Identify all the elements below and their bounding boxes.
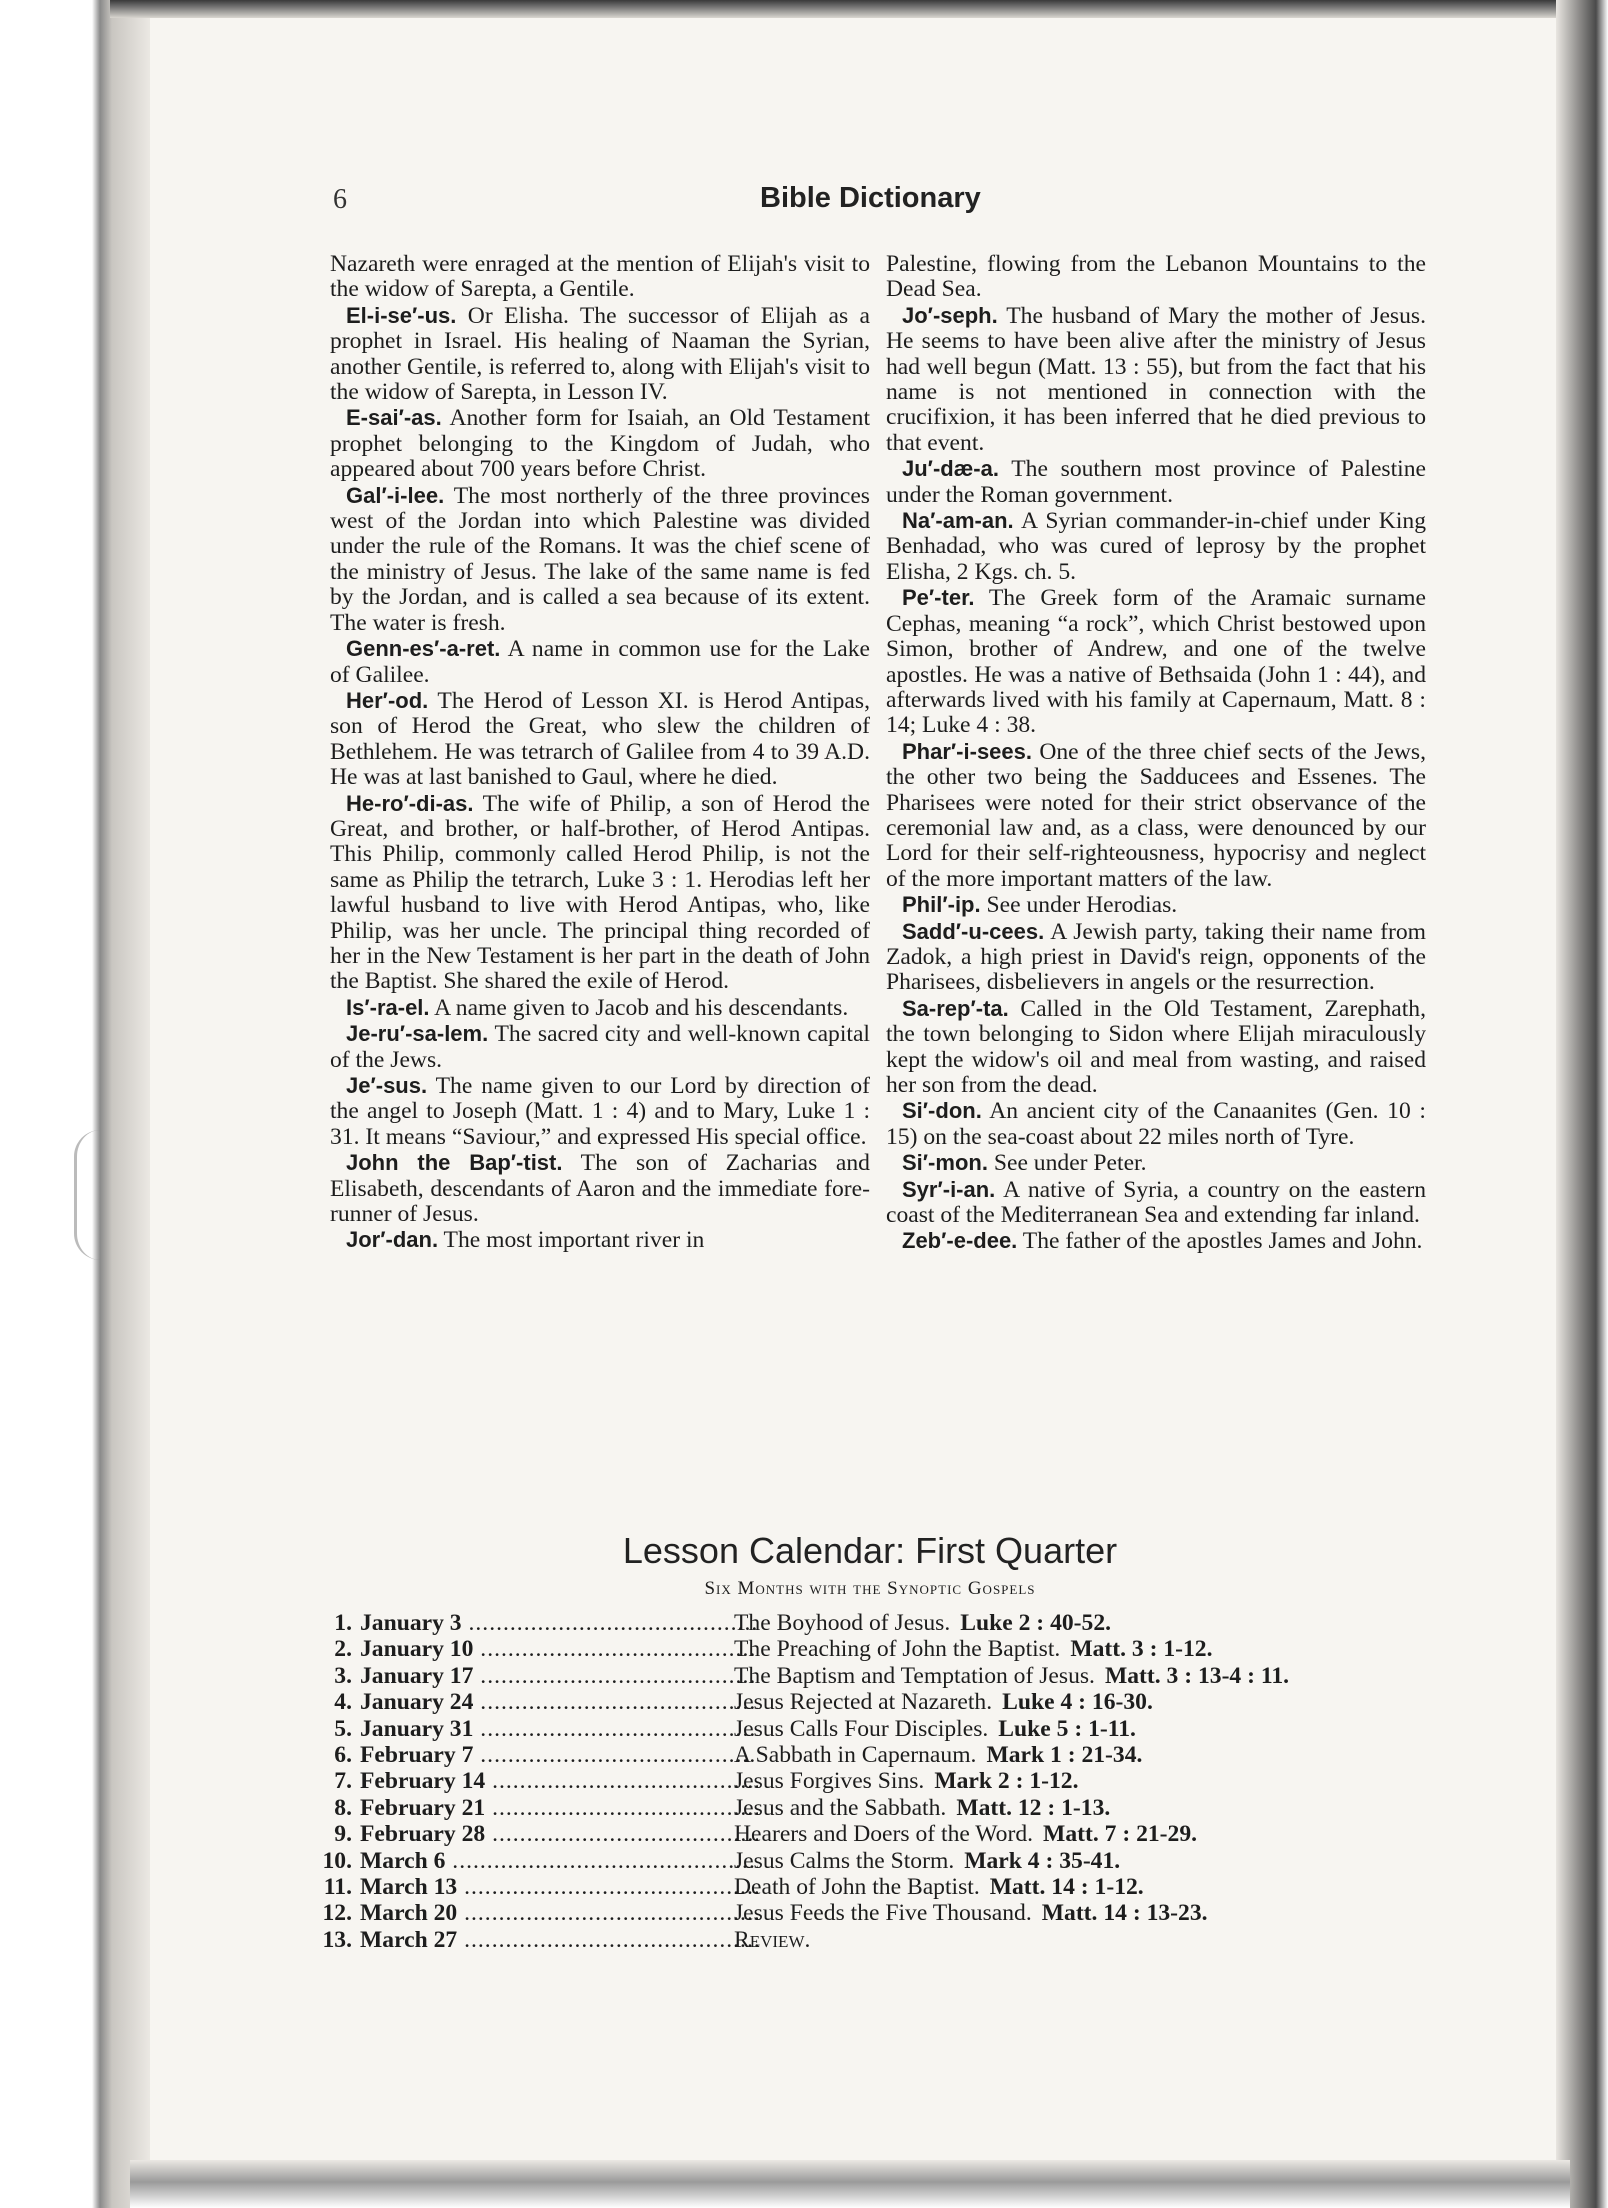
calendar-row xyxy=(312,1795,1452,1821)
entry-headword: Je-ru′-sa-lem. xyxy=(346,1021,489,1047)
lesson-topic xyxy=(734,1821,1197,1847)
entry-headword: Pe′-ter. xyxy=(902,585,975,611)
lesson-scripture-reference: Mark 4 : 35-41. xyxy=(964,1847,1121,1874)
lesson-topic xyxy=(734,1742,1142,1768)
entry-headword: Zeb′-e-dee. xyxy=(902,1228,1018,1254)
entry-definition: A Syrian commander-in-chief under King Benhadad, who was cured of leprosy by the prophet Elisha, 2 Kgs. ch. 5. xyxy=(886,508,1426,585)
entry-definition: The father of the apostles James and John. xyxy=(1022,1228,1423,1255)
running-head-title: Bible Dictionary xyxy=(760,182,981,214)
entry-headword: Gal′-i-lee. xyxy=(346,482,445,508)
lesson-date: January 24 ..... xyxy=(360,1689,758,1715)
lesson-scripture-reference: Luke 5 : 1-11. xyxy=(998,1715,1136,1742)
calendar-row xyxy=(312,1848,1452,1874)
lesson-date: January 10 ..... xyxy=(360,1636,758,1662)
lesson-topic xyxy=(734,1927,810,1953)
lesson-title: The Baptism and Temptation of Jesus. xyxy=(734,1662,1095,1689)
lesson-scripture-reference: Matt. 7 : 21-29. xyxy=(1043,1821,1198,1848)
dictionary-entry xyxy=(886,892,1426,918)
dictionary-entry xyxy=(886,1150,1426,1176)
entry-headword: Jo′-seph. xyxy=(902,302,998,328)
lesson-number: 1. xyxy=(334,1610,352,1636)
lesson-date: January 3 ..... xyxy=(360,1610,758,1636)
dictionary-entry xyxy=(886,585,1426,738)
lesson-title: Review. xyxy=(734,1926,811,1953)
entry-definition: Another form for Isaiah, an Old Testament prophet belonging to the Kingdom of Judah, who appeared about 700 years before Christ. xyxy=(330,405,870,483)
lesson-number: 10. xyxy=(322,1847,352,1874)
calendar-row xyxy=(312,1900,1452,1926)
dictionary-entry xyxy=(330,405,870,482)
calendar-row xyxy=(312,1689,1452,1715)
dictionary-entry xyxy=(886,456,1426,508)
lesson-number: 3. xyxy=(334,1662,352,1689)
lesson-title: Jesus and the Sabbath. xyxy=(734,1794,947,1821)
entry-headword: John the Bap′-tist. xyxy=(346,1150,563,1176)
entry-definition: The husband of Mary the mother of Jesus. He seems to have been alive after the ministry of Jesus had well begun (Matt. 13 : 55), but from the fact that his name is not mentioned in connection with the crucifixion, it has been inferred that he died previous to that event. xyxy=(886,302,1426,456)
dictionary-entry xyxy=(330,1021,870,1073)
dictionary-entry xyxy=(886,508,1426,585)
entry-headword: Her′-od. xyxy=(346,687,429,713)
lesson-date: February 28 ..... xyxy=(360,1821,758,1847)
dictionary-entry xyxy=(330,1150,870,1227)
dictionary-entry xyxy=(330,303,870,406)
lesson-title: Jesus Forgives Sins. xyxy=(734,1768,925,1795)
dictionary-entry xyxy=(886,303,1426,456)
entry-definition: A native of Syria, a country on the eastern coast of the Mediterranean Sea and extending far inland. xyxy=(886,1176,1426,1229)
dictionary-entry xyxy=(886,996,1426,1099)
entry-headword: Syr′-i-an. xyxy=(902,1176,996,1202)
lesson-title: The Preaching of John the Baptist. xyxy=(734,1636,1061,1663)
entry-headword: Sadd′-u-cees. xyxy=(902,918,1045,944)
entry-headword: El-i-se′-us. xyxy=(346,302,457,328)
dictionary-entry xyxy=(330,483,870,636)
entry-definition: A Jewish party, taking their name from Zadok, a high priest in David's reign, opponents of the Pharisees, disbelievers in angels or the resurrection. xyxy=(886,918,1426,996)
lesson-number: 7. xyxy=(334,1768,352,1795)
calendar-subtitle: Six Months with the Synoptic Gospels xyxy=(704,1578,1036,1599)
lesson-topic xyxy=(734,1874,1144,1900)
lesson-topic xyxy=(734,1636,1213,1662)
lesson-topic xyxy=(734,1610,1111,1636)
entry-definition: The most northerly of the three provinces west of the Jordan into which Palestine was divided under the rule of the Romans. It was the chief scene of the ministry of Jesus. The lake of the same name is fed by the Jordan, and is called a sea because of its extent. The water is fresh. xyxy=(330,482,870,636)
lesson-number: 5. xyxy=(334,1715,352,1742)
dictionary-entry xyxy=(330,688,870,791)
lesson-number: 11. xyxy=(323,1873,352,1900)
entry-definition: See under Herodias. xyxy=(986,892,1178,919)
lesson-title: Jesus Calms the Storm. xyxy=(734,1847,955,1874)
calendar-row xyxy=(312,1768,1452,1794)
entry-headword: He-ro′-di-as. xyxy=(346,790,474,816)
lesson-topic xyxy=(734,1768,1078,1794)
lesson-scripture-reference: Matt. 12 : 1-13. xyxy=(956,1794,1111,1821)
entry-definition: The wife of Philip, a son of Herod the Great, and brother, or half-brother, of Herod Antipas. This Philip, commonly called Herod Philip, is not the same as Philip the tetrarch, Luke 3 : 1. Herodias left her lawful husband to live with Herod Antipas, who, like Philip, was her uncle. The principal thing recorded of her in the New Testament is her part in the death of John the Baptist. She shared the exile of Herod. xyxy=(330,790,870,995)
lesson-title: Hearers and Doers of the Word. xyxy=(734,1821,1034,1848)
lesson-scripture-reference: Luke 4 : 16-30. xyxy=(1002,1689,1153,1716)
entry-definition: The Herod of Lesson XI. is Herod Antipas, son of Herod the Great, who slew the children of Bethlehem. He was tetrarch of Galilee from 4 to 39 A.D. He was at last banished to Gaul, where he died. xyxy=(330,687,870,791)
lesson-title: Death of John the Baptist. xyxy=(734,1873,980,1900)
lesson-scripture-reference: Luke 2 : 40-52. xyxy=(960,1610,1112,1636)
lesson-scripture-reference: Matt. 3 : 13-4 : 11. xyxy=(1104,1662,1290,1689)
dictionary-entry xyxy=(886,252,1426,303)
entry-definition: The Greek form of the Aramaic surname Cephas, meaning “a rock”, which Christ bestowed upon Simon, brother of Andrew, and one of the twelve apostles. He was a native of Bethsaida (John 1 : 44), and afterwards lived with his family at Capernaum, Matt. 8 : 14; Luke 4 : 38. xyxy=(886,585,1426,739)
entry-headword: Genn-es′-a-ret. xyxy=(346,636,501,662)
lesson-date: January 17 ..... xyxy=(360,1663,758,1689)
entry-definition: Nazareth were enraged at the mention of Elijah's visit to the widow of Sarepta, a Gentile. xyxy=(330,251,870,303)
lesson-topic xyxy=(734,1848,1120,1874)
dictionary-column-left xyxy=(330,252,870,1254)
lesson-number: 6. xyxy=(334,1741,352,1768)
lesson-date: March 27 ..... xyxy=(360,1927,758,1953)
lesson-topic xyxy=(734,1689,1153,1715)
entry-definition: The name given to our Lord by direction of the angel to Joseph (Matt. 1 : 4) and to Mary, Luke 1 : 31. It means “Saviour,” and expressed His special office. xyxy=(330,1073,870,1150)
entry-headword: E-sai′-as. xyxy=(346,405,442,431)
entry-definition: Palestine, flowing from the Lebanon Mountains to the Dead Sea. xyxy=(886,251,1426,303)
entry-definition: A name in common use for the Lake of Galilee. xyxy=(330,636,870,688)
dictionary-entry xyxy=(886,1098,1426,1150)
dictionary-entry xyxy=(886,1228,1426,1254)
lesson-date: February 21 ..... xyxy=(360,1795,758,1821)
entry-headword: Si′-don. xyxy=(902,1098,982,1124)
calendar-row xyxy=(312,1742,1452,1768)
top-page-edge xyxy=(110,0,1608,18)
calendar-row xyxy=(312,1716,1452,1742)
binding-shadow xyxy=(0,0,150,2208)
lesson-date: February 14 ..... xyxy=(360,1768,758,1794)
lesson-date: March 20 ..... xyxy=(360,1900,758,1926)
entry-headword: Is′-ra-el. xyxy=(346,994,430,1020)
entry-definition: A name given to Jacob and his descendants. xyxy=(434,994,849,1021)
lesson-scripture-reference: Matt. 14 : 1-12. xyxy=(989,1873,1144,1900)
lesson-title: Jesus Rejected at Nazareth. xyxy=(734,1689,993,1716)
entry-headword: Na′-am-an. xyxy=(902,508,1014,534)
calendar-row xyxy=(312,1636,1452,1662)
lesson-scripture-reference: Mark 1 : 21-34. xyxy=(986,1741,1143,1768)
calendar-row xyxy=(312,1821,1452,1847)
lesson-title: The Boyhood of Jesus. xyxy=(734,1610,951,1636)
calendar-row xyxy=(312,1874,1452,1900)
lesson-title: Jesus Calls Four Disciples. xyxy=(734,1715,989,1742)
entry-definition: An ancient city of the Canaanites (Gen. 10 : 15) on the sea-coast about 22 miles north of Tyre. xyxy=(886,1098,1426,1150)
lesson-scripture-reference: Mark 2 : 1-12. xyxy=(934,1768,1079,1795)
dictionary-column-right xyxy=(886,252,1426,1255)
entry-headword: Je′-sus. xyxy=(346,1073,428,1098)
lesson-topic xyxy=(734,1795,1110,1821)
lesson-number: 2. xyxy=(334,1636,352,1663)
dictionary-entry xyxy=(330,791,870,995)
entry-headword: Si′-mon. xyxy=(902,1150,988,1176)
right-page-edge xyxy=(1556,0,1608,2208)
page-number: 6 xyxy=(333,184,347,215)
lesson-number: 4. xyxy=(334,1689,352,1716)
entry-definition: The most important river in xyxy=(443,1227,705,1254)
lesson-title: Jesus Feeds the Five Thousand. xyxy=(734,1900,1032,1927)
entry-definition: See under Peter. xyxy=(993,1150,1147,1177)
calendar-row xyxy=(312,1610,1452,1636)
entry-definition: The sacred city and well-known capital of the Jews. xyxy=(330,1021,870,1073)
entry-definition: The southern most province of Palestine under the Roman government. xyxy=(886,456,1426,508)
entry-headword: Jor′-dan. xyxy=(346,1227,439,1253)
entry-headword: Ju′-dæ-a. xyxy=(902,456,999,482)
lesson-topic xyxy=(734,1900,1208,1926)
entry-headword: Phar′-i-sees. xyxy=(902,738,1033,764)
calendar-row xyxy=(312,1927,1452,1953)
dictionary-entry xyxy=(330,252,870,303)
dictionary-entry xyxy=(330,995,870,1021)
lesson-date: March 6 ..... xyxy=(360,1848,758,1874)
lesson-date: January 31 ..... xyxy=(360,1716,758,1742)
entry-headword: Phil′-ip. xyxy=(902,892,981,918)
lesson-number: 12. xyxy=(322,1900,352,1927)
margin-pencil-mark xyxy=(74,1130,127,1260)
calendar-row xyxy=(312,1663,1452,1689)
lesson-topic xyxy=(734,1663,1289,1689)
dictionary-entry xyxy=(330,636,870,688)
dictionary-entry xyxy=(330,1227,870,1253)
bottom-page-edge xyxy=(130,2160,1570,2208)
lesson-title: A Sabbath in Capernaum. xyxy=(734,1741,977,1768)
lesson-number: 9. xyxy=(334,1821,352,1848)
lesson-topic xyxy=(734,1716,1136,1742)
dictionary-entry xyxy=(886,739,1426,892)
dictionary-entry xyxy=(886,919,1426,996)
entry-definition: Called in the Old Testament, Zarephath, the town belonging to Sidon where Elijah miraculously kept the widow's oil and meal from wasting, and raised her son from the dead. xyxy=(886,995,1426,1098)
calendar-title: Lesson Calendar: First Quarter xyxy=(622,1530,1118,1571)
lesson-date: February 7 ..... xyxy=(360,1742,758,1768)
lesson-number: 13. xyxy=(322,1926,352,1953)
lesson-scripture-reference: Matt. 3 : 1-12. xyxy=(1070,1636,1213,1663)
lesson-calendar-list xyxy=(312,1610,1452,1953)
dictionary-entry xyxy=(330,1073,870,1150)
entry-headword: Sa-rep′-ta. xyxy=(902,995,1009,1021)
entry-definition: One of the three chief sects of the Jews, the other two being the Sadducees and Essenes. The Pharisees were noted for their strict observance of the ceremonial law and, as a class, were denounced by our Lord for their self-righteousness, hypocrisy and neglect of the more important matters of the law. xyxy=(886,738,1426,892)
lesson-scripture-reference: Matt. 14 : 13-23. xyxy=(1041,1900,1208,1927)
entry-definition: The son of Zacharias and Elisabeth, descendants of Aaron and the immediate fore-runner of Jesus. xyxy=(330,1150,870,1228)
lesson-date: March 13 ..... xyxy=(360,1874,758,1900)
entry-definition: Or Elisha. The successor of Elijah as a prophet in Israel. His healing of Naaman the Syrian, another Gentile, is referred to, along with Elijah's visit to the widow of Sarepta, in Lesson IV. xyxy=(330,302,870,406)
lesson-number: 8. xyxy=(334,1794,352,1821)
dictionary-entry xyxy=(886,1177,1426,1229)
